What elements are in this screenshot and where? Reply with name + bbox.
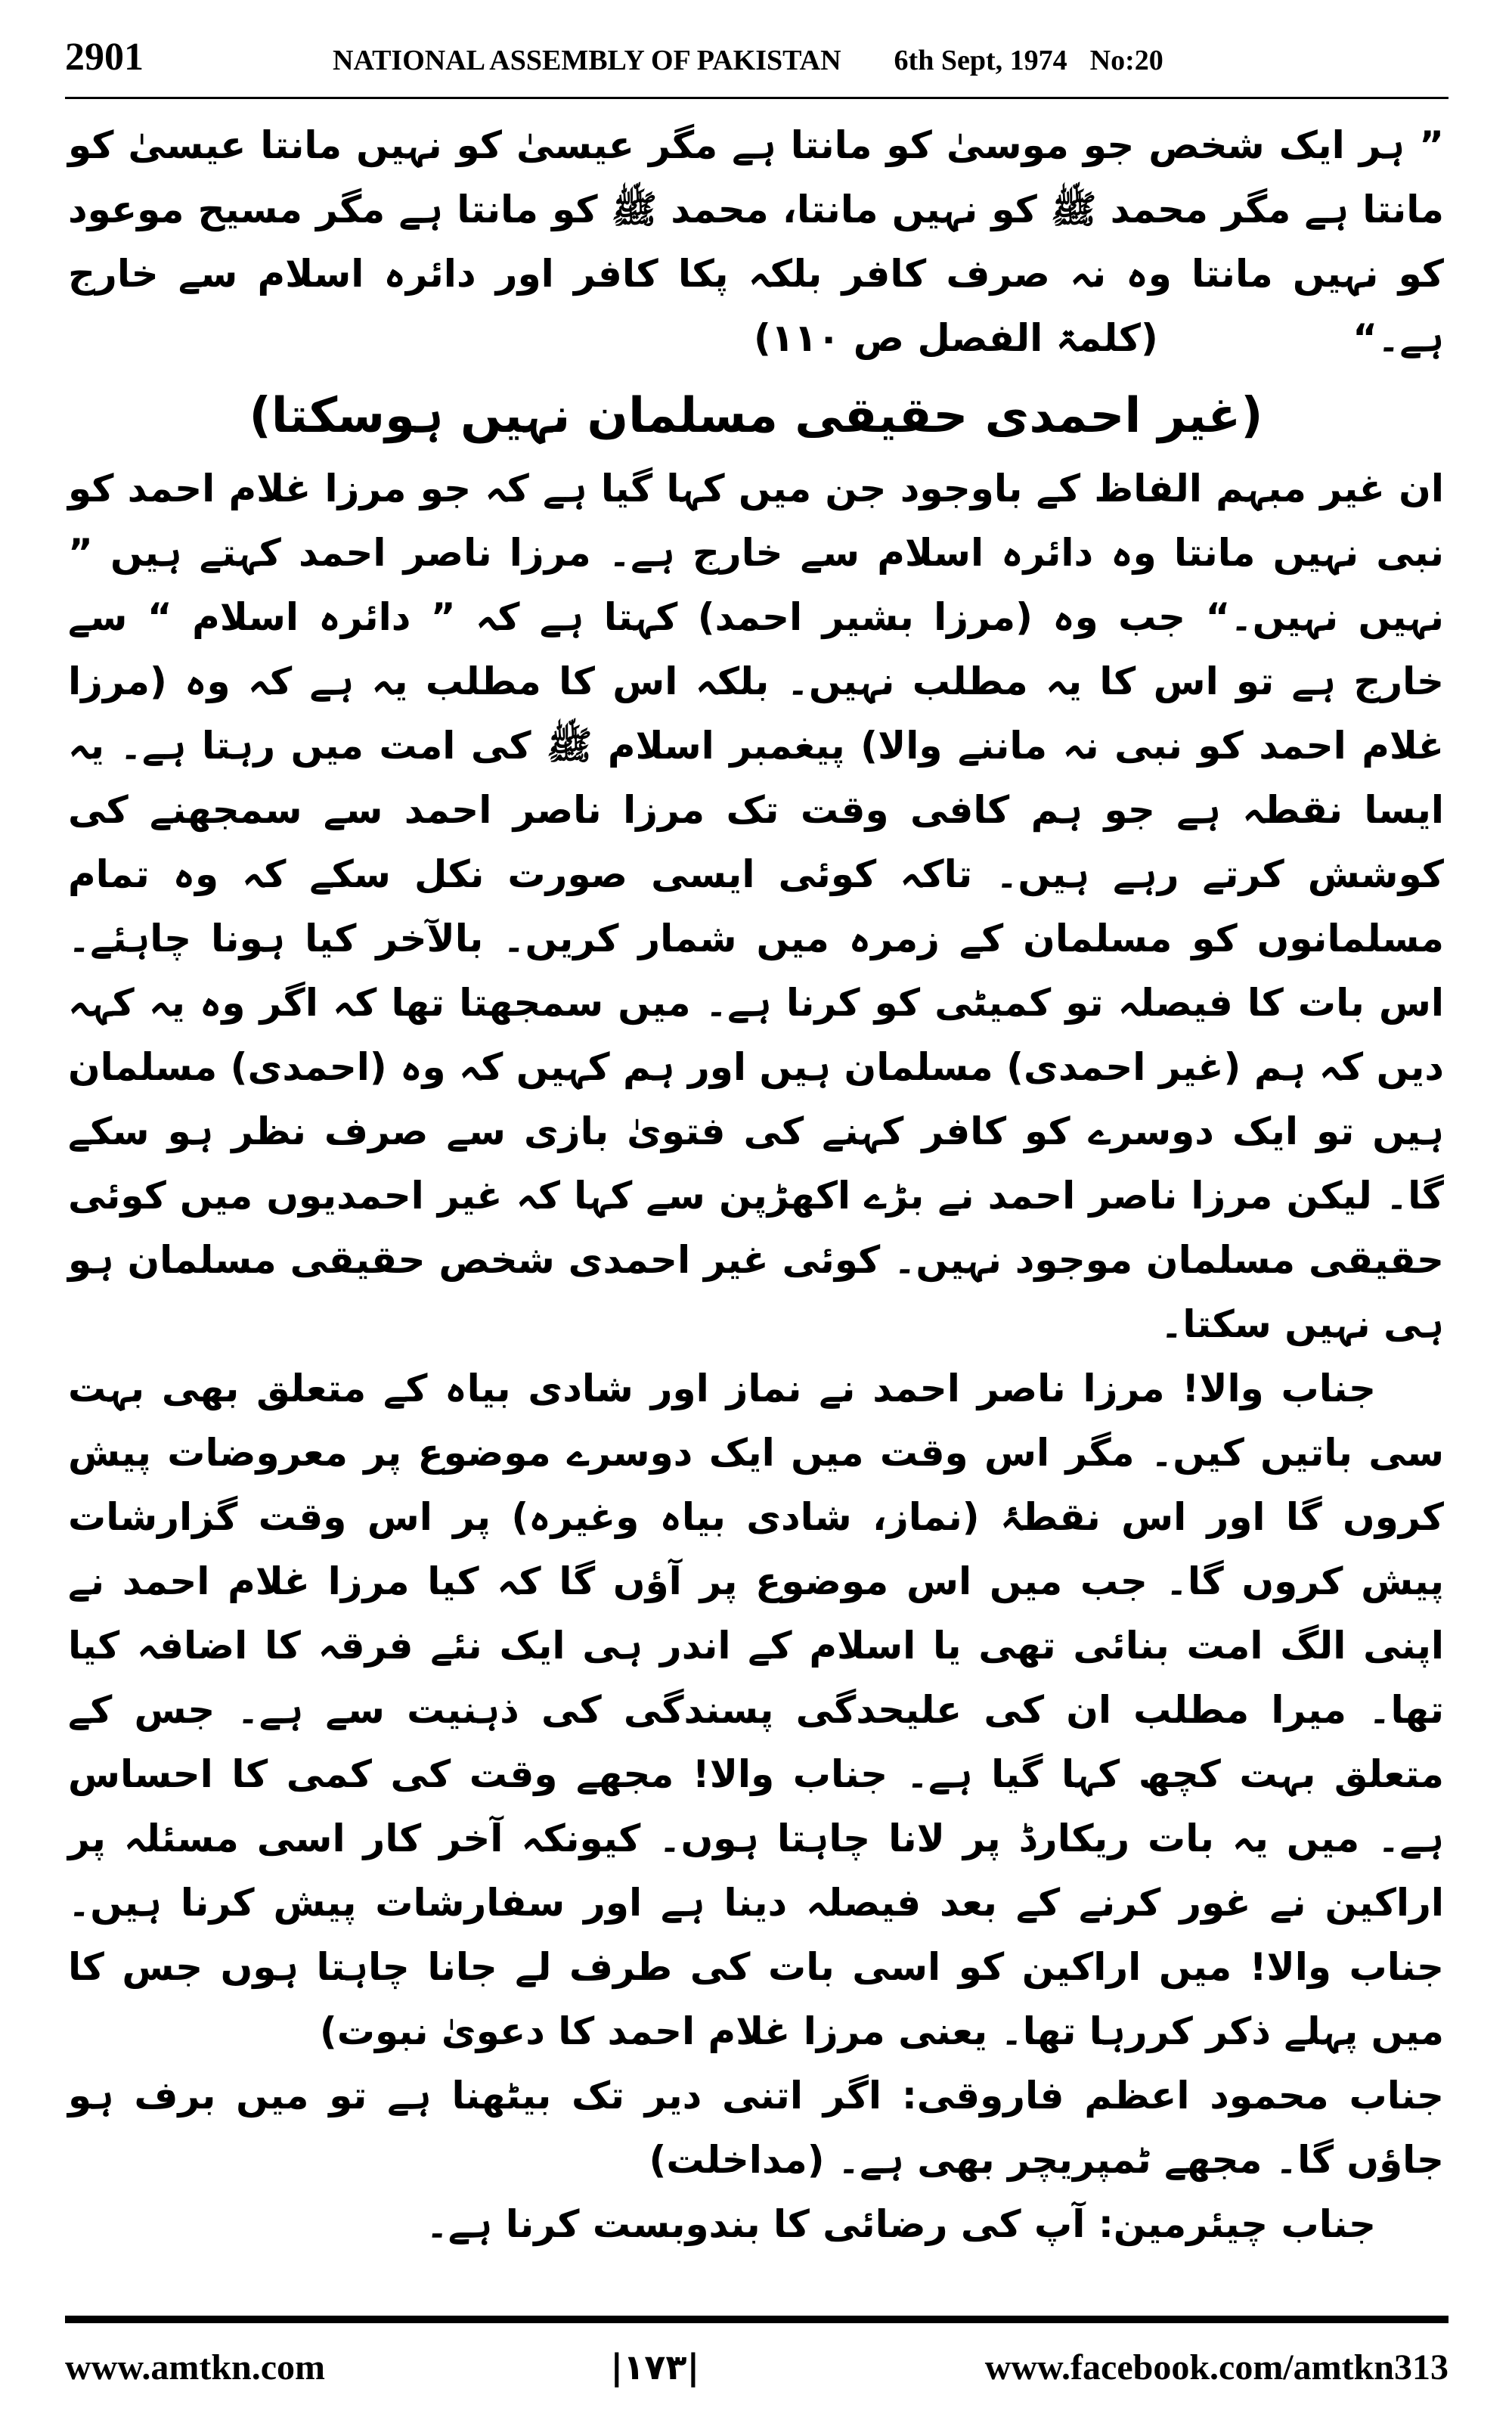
quote-reference: (کلمۃ الفصل ص ۱۱۰)	[753, 316, 1158, 360]
quote-text: ” ہر ایک شخص جو موسیٰ کو مانتا ہے مگر عیسیٰ کو نہیں مانتا عیسیٰ کو مانتا ہے مگر محمد ﷺ کو نہیں مانتا، محمد ﷺ کو مانتا ہے مگر مسیح موعود کو نہیں مانتا وہ نہ صرف کافر بلکہ پکا کافر اور دائرہ اسلام سے خارج ہے۔“	[68, 123, 1444, 360]
footer-page-marker: |۱۷۳|	[610, 2347, 700, 2387]
page-header	[65, 35, 1448, 88]
section-heading: (غیر احمدی حقیقی مسلمان نہیں ہوسکتا)	[249, 388, 1263, 444]
speaker-1-name: جناب محمود اعظم فاروقی:	[901, 2074, 1444, 2118]
paragraph-2: جناب والا! مرزا ناصر احمد نے نماز اور شادی بیاہ کے متعلق بھی بہت سی باتیں کیں۔ مگر اس وقت میں ایک دوسرے موضوع پر معروضات پیش کروں گا اور اس نقطۂ (نماز، شادی بیاہ وغیرہ) پر اس وقت گزارشات پیش کروں گا۔ جب میں اس موضوع پر آؤں گا کہ کیا مرزا غلام احمد نے اپنی الگ امت بنائی تھی یا اسلام کے اندر ہی ایک نئے فرقہ کا اضافہ کیا تھا۔ میرا مطلب ان کی علیحدگی پسندگی کی ذہنیت سے ہے۔ جس کے متعلق بہت کچھ کہا گیا ہے۔ جناب والا! مجھے وقت کی کمی کا احساس ہے۔ میں یہ بات ریکارڈ پر لانا چاہتا ہوں۔ کیونکہ آخر کار اسی مسئلہ پر اراکین نے غور کرنے کے بعد فیصلہ دینا ہے اور سفارشات پیش کرنا ہیں۔ جناب والا! میں اراکین کو اسی بات کی طرف لے جانا چاہتا ہوں جس کا میں پہلے ذکر کررہا تھا۔ یعنی مرزا غلام احمد کا دعویٰ نبوت)	[68, 1367, 1444, 2053]
website-link[interactable]: www.amtkn.com	[65, 2347, 325, 2387]
speaker-1-block	[68, 2064, 1444, 2192]
session-date: 6th Sept, 1974	[894, 45, 1067, 76]
page-body	[68, 113, 1444, 2291]
quote-block	[68, 113, 1444, 371]
session-number: No:20	[1089, 45, 1163, 76]
speaker-1-text: اگر اتنی دیر تک بیٹھنا ہے تو میں برف ہو جاؤں گا۔ مجھے ٹمپریچر بھی ہے۔ (مداخلت)	[68, 2074, 1444, 2182]
page-footer	[65, 2337, 1448, 2397]
document-title: NATIONAL ASSEMBLY OF PAKISTAN	[333, 45, 841, 76]
paragraph-1: ان غیر مبہم الفاظ کے باوجود جن میں کہا گیا ہے کہ جو مرزا غلام احمد کو نبی نہیں مانتا وہ دائرہ اسلام سے خارج ہے۔ مرزا ناصر احمد کہتے ہیں ” نہیں نہیں۔“ جب وہ (مرزا بشیر احمد) کہتا ہے کہ ” دائرہ اسلام “ سے خارج ہے تو اس کا یہ مطلب نہیں۔ بلکہ اس کا مطلب یہ ہے کہ وہ (مرزا غلام احمد کو نبی نہ ماننے والا) پیغمبر اسلام ﷺ کی امت میں رہتا ہے۔ یہ ایسا نقطہ ہے جو ہم کافی وقت تک مرزا ناصر احمد سے سمجھنے کی کوشش کرتے رہے ہیں۔ تاکہ کوئی ایسی صورت نکل سکے کہ وہ تمام مسلمانوں کو مسلمان کے زمرہ میں شمار کریں۔ بالآخر کیا ہونا چاہئے۔ اس بات کا فیصلہ تو کمیٹی کو کرنا ہے۔ میں سمجھتا تھا کہ اگر وہ یہ کہہ دیں کہ ہم (غیر احمدی) مسلمان ہیں اور ہم کہیں کہ وہ (احمدی) مسلمان ہیں تو ایک دوسرے کو کافر کہنے کی فتویٰ بازی سے صرف نظر ہو سکے گا۔ لیکن مرزا ناصر احمد نے بڑے اکھڑپن سے کہا کہ غیر احمدیوں میں کوئی حقیقی مسلمان موجود نہیں۔ کوئی غیر احمدی شخص حقیقی مسلمان ہو ہی نہیں سکتا۔	[68, 467, 1444, 1346]
header-rule	[65, 97, 1448, 99]
speaker-2-text: آپ کی رضائی کا بندوبست کرنا ہے۔	[426, 2202, 1086, 2246]
footer-rule	[65, 2316, 1448, 2323]
page-number: 2901	[65, 36, 144, 79]
speaker-2-name: جناب چیئرمین:	[1098, 2202, 1376, 2246]
speaker-2-block	[68, 2192, 1444, 2257]
facebook-link[interactable]: www.facebook.com/amtkn313	[984, 2347, 1448, 2387]
